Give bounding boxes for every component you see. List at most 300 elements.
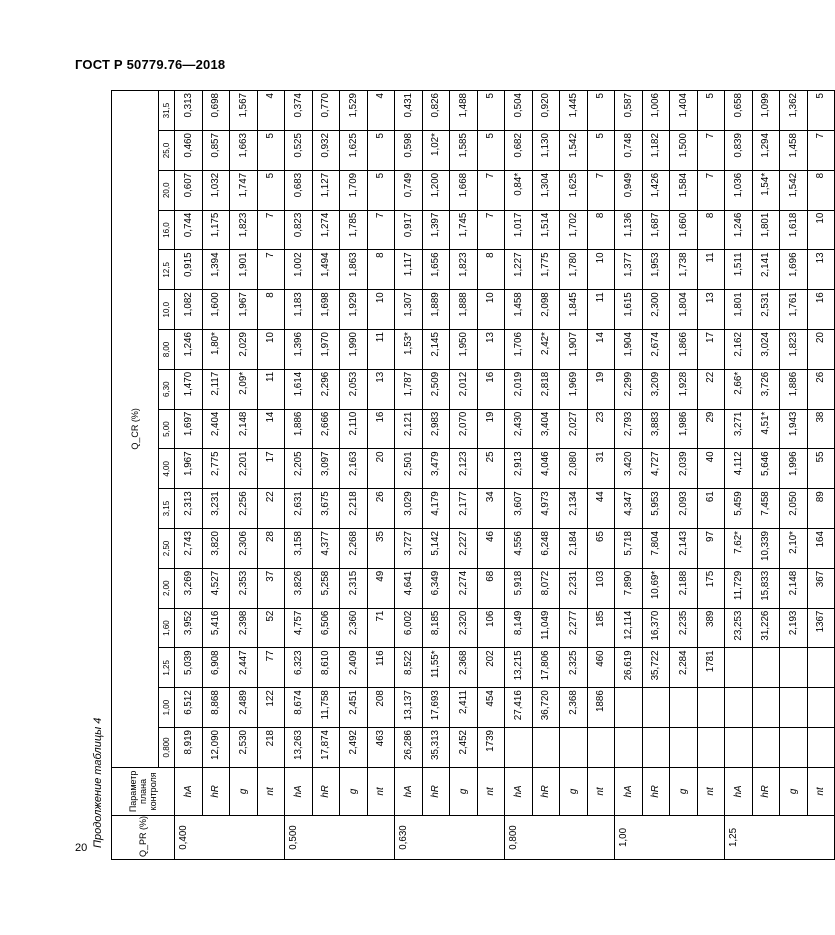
table-continuation-caption: Продолжение таблицы 4: [92, 717, 104, 848]
table-cell: 1,929: [340, 290, 368, 330]
table-cell: 46: [477, 529, 505, 569]
qcr-values-row: [159, 91, 175, 860]
table-cell: 2,134: [560, 489, 588, 529]
table-cell: 2,053: [340, 369, 368, 409]
table-cell: 1,625: [340, 131, 368, 171]
qcr-value-header: 0,800: [159, 728, 175, 768]
table-cell: 1,80*: [202, 330, 230, 370]
table-cell: 2,315: [340, 568, 368, 608]
table-cell: 1,494: [312, 250, 340, 290]
table-cell: 202: [477, 648, 505, 688]
table-cell: 1,54*: [752, 170, 780, 210]
table-cell: 55: [807, 449, 835, 489]
table-cell: 2,098: [532, 290, 560, 330]
table-cell: 1,182: [642, 131, 670, 171]
table-cell: 2,231: [560, 568, 588, 608]
table-cell: 1,656: [422, 250, 450, 290]
table-cell: 2,039: [670, 449, 698, 489]
table-cell: 20: [367, 449, 395, 489]
table-cell: 2,163: [340, 449, 368, 489]
table-cell: 4,112: [725, 449, 753, 489]
table-cell: 35: [367, 529, 395, 569]
table-cell: 1,660: [670, 210, 698, 250]
qcr-value-header: 3,15: [159, 489, 175, 529]
table-cell: 6,349: [422, 568, 450, 608]
table-cell: 5,258: [312, 568, 340, 608]
table-cell: 6,512: [175, 688, 203, 728]
table-cell: 2,227: [450, 529, 478, 569]
table-cell: 19: [477, 409, 505, 449]
table-cell: [615, 728, 643, 768]
table-cell: 1,511: [725, 250, 753, 290]
table-cell: 2,368: [560, 688, 588, 728]
table-cell: 1,002: [285, 250, 313, 290]
table-cell: 1,687: [642, 210, 670, 250]
table-cell: 4,046: [532, 449, 560, 489]
table-cell: 3,726: [752, 369, 780, 409]
table-cell: [780, 648, 808, 688]
table-cell: 10: [587, 250, 615, 290]
table-cell: [670, 688, 698, 728]
param-label: hA: [725, 767, 753, 815]
table-cell: 2,530: [230, 728, 258, 768]
table-cell: 7: [477, 210, 505, 250]
table-cell: 3,607: [505, 489, 533, 529]
table-cell: 7: [807, 131, 835, 171]
qcr-value-header: 1,00: [159, 688, 175, 728]
table-cell: 8,674: [285, 688, 313, 728]
table-cell: 1,542: [560, 131, 588, 171]
table-cell: [505, 728, 533, 768]
table-cell: 1,823: [780, 330, 808, 370]
table-cell: 367: [807, 568, 835, 608]
table-cell: 0,749: [395, 170, 423, 210]
table-row: [697, 91, 725, 860]
table-cell: 0,431: [395, 91, 423, 131]
param-label: hR: [202, 767, 230, 815]
table-cell: 2,123: [450, 449, 478, 489]
qcr-value-header: 25,0: [159, 131, 175, 171]
table-cell: 1,584: [670, 170, 698, 210]
table-cell: 2,66*: [725, 369, 753, 409]
param-label: nt: [697, 767, 725, 815]
qcr-header: Q_CR (%): [112, 91, 159, 768]
table-cell: 1,702: [560, 210, 588, 250]
table-cell: 1,032: [202, 170, 230, 210]
table-cell: 0,823: [285, 210, 313, 250]
table-cell: 13: [697, 290, 725, 330]
table-cell: 1,969: [560, 369, 588, 409]
table-cell: 7: [477, 170, 505, 210]
param-label: hA: [285, 767, 313, 815]
table-cell: 35,722: [642, 648, 670, 688]
table-cell: 1,928: [670, 369, 698, 409]
table-row: [670, 91, 698, 860]
table-cell: 14: [587, 330, 615, 370]
param-label: g: [670, 767, 698, 815]
table-cell: 1,585: [450, 131, 478, 171]
table-cell: 26: [807, 369, 835, 409]
table-cell: 2,300: [642, 290, 670, 330]
table-cell: 0,598: [395, 131, 423, 171]
table-cell: 0,658: [725, 91, 753, 131]
table-cell: 16,370: [642, 608, 670, 648]
table-cell: 3,675: [312, 489, 340, 529]
table-cell: 8: [697, 210, 725, 250]
table-cell: 1,866: [670, 330, 698, 370]
table-row: [725, 91, 753, 860]
table-cell: 31,226: [752, 608, 780, 648]
table-cell: 2,162: [725, 330, 753, 370]
table-cell: 3,883: [642, 409, 670, 449]
table-cell: 22: [257, 489, 285, 529]
table-cell: 11: [587, 290, 615, 330]
table-cell: 4,179: [422, 489, 450, 529]
table-cell: 11,729: [725, 568, 753, 608]
table-cell: 11,758: [312, 688, 340, 728]
table-cell: 5: [257, 170, 285, 210]
param-label: nt: [257, 767, 285, 815]
table-cell: 1,709: [340, 170, 368, 210]
table-cell: 17,693: [422, 688, 450, 728]
table-cell: 5: [367, 131, 395, 171]
table-cell: 2,027: [560, 409, 588, 449]
table-cell: 2,019: [505, 369, 533, 409]
table-cell: 4,51*: [752, 409, 780, 449]
table-cell: 25: [477, 449, 505, 489]
table-cell: 1,127: [312, 170, 340, 210]
table-cell: [807, 688, 835, 728]
table-cell: 116: [367, 648, 395, 688]
table-cell: 10,69*: [642, 568, 670, 608]
table-cell: 2,093: [670, 489, 698, 529]
table-cell: 1,953: [642, 250, 670, 290]
table-cell: 1,362: [780, 91, 808, 131]
qcr-value-header: 4,00: [159, 449, 175, 489]
table-cell: 5: [477, 91, 505, 131]
table-cell: 1,823: [230, 210, 258, 250]
table-cell: 44: [587, 489, 615, 529]
table-cell: 5,718: [615, 529, 643, 569]
table-cell: 4,527: [202, 568, 230, 608]
table-cell: 8,522: [395, 648, 423, 688]
table-cell: 26,619: [615, 648, 643, 688]
table-cell: 8: [257, 290, 285, 330]
table-cell: 1,996: [780, 449, 808, 489]
qpr-value: 0,500: [285, 816, 395, 860]
table-row: [615, 91, 643, 860]
param-label: g: [450, 767, 478, 815]
table-cell: 2,070: [450, 409, 478, 449]
table-cell: 3,158: [285, 529, 313, 569]
table-cell: 1,426: [642, 170, 670, 210]
table-cell: 2,110: [340, 409, 368, 449]
qcr-value-header: 16,0: [159, 210, 175, 250]
table-cell: 2,501: [395, 449, 423, 489]
table-cell: 0,839: [725, 131, 753, 171]
qcr-value-header: 10,0: [159, 290, 175, 330]
qcr-value-header: 31,5: [159, 91, 175, 131]
table-cell: 7,458: [752, 489, 780, 529]
table-cell: 10: [477, 290, 505, 330]
table-cell: 7,62*: [725, 529, 753, 569]
table-cell: 26: [367, 489, 395, 529]
table-cell: 71: [367, 608, 395, 648]
table-cell: 3,420: [615, 449, 643, 489]
table-cell: 2,368: [450, 648, 478, 688]
table-cell: [780, 688, 808, 728]
table-cell: 2,509: [422, 369, 450, 409]
table-cell: 0,460: [175, 131, 203, 171]
table-cell: 4,377: [312, 529, 340, 569]
table-cell: 1,967: [175, 449, 203, 489]
table-cell: 2,353: [230, 568, 258, 608]
table-cell: 3,209: [642, 369, 670, 409]
table-cell: 1,017: [505, 210, 533, 250]
table-cell: 3,727: [395, 529, 423, 569]
param-label: hR: [422, 767, 450, 815]
table-cell: [532, 728, 560, 768]
table-cell: 13: [477, 330, 505, 370]
table-cell: 2,42*: [532, 330, 560, 370]
table-cell: 28: [257, 529, 285, 569]
param-label: g: [340, 767, 368, 815]
table-cell: 3,269: [175, 568, 203, 608]
qpr-value: 0,630: [395, 816, 505, 860]
table-cell: 1,614: [285, 369, 313, 409]
table-cell: 1,745: [450, 210, 478, 250]
table-cell: 8,072: [532, 568, 560, 608]
qcr-value-header: 8,00: [159, 330, 175, 370]
table-cell: 1,738: [670, 250, 698, 290]
table-cell: [780, 728, 808, 768]
table-cell: 4,727: [642, 449, 670, 489]
table-cell: 7: [697, 131, 725, 171]
table-cell: 0,504: [505, 91, 533, 131]
table-cell: 1,785: [340, 210, 368, 250]
table-cell: 1,747: [230, 170, 258, 210]
table-cell: 1,615: [615, 290, 643, 330]
table-row: [587, 91, 615, 860]
table-cell: 17: [257, 449, 285, 489]
table-cell: 13: [367, 369, 395, 409]
table-cell: 1,967: [230, 290, 258, 330]
table-cell: 1,246: [725, 210, 753, 250]
table-cell: 13,263: [285, 728, 313, 768]
table-cell: 2,10*: [780, 529, 808, 569]
table-cell: 103: [587, 568, 615, 608]
table-cell: [807, 648, 835, 688]
table-cell: 8,185: [422, 608, 450, 648]
table-cell: 1781: [697, 648, 725, 688]
param-label: hA: [505, 767, 533, 815]
table-cell: 3,952: [175, 608, 203, 648]
table-cell: 2,029: [230, 330, 258, 370]
table-cell: 1,804: [670, 290, 698, 330]
table-cell: 0,826: [422, 91, 450, 131]
table-cell: 208: [367, 688, 395, 728]
table-cell: 1,886: [780, 369, 808, 409]
table-row: [450, 91, 478, 860]
table-cell: 11: [367, 330, 395, 370]
table-cell: 2,188: [670, 568, 698, 608]
param-label: hA: [615, 767, 643, 815]
table-cell: 1,567: [230, 91, 258, 131]
table-cell: 4,757: [285, 608, 313, 648]
table-cell: 5: [587, 91, 615, 131]
table-cell: 16: [477, 369, 505, 409]
table-cell: 0,525: [285, 131, 313, 171]
table-cell: 1,986: [670, 409, 698, 449]
table-cell: 1,801: [752, 210, 780, 250]
table-cell: 1,294: [752, 131, 780, 171]
table-row: [807, 91, 835, 860]
table-cell: 2,177: [450, 489, 478, 529]
table-cell: 11,049: [532, 608, 560, 648]
table-cell: 1,445: [560, 91, 588, 131]
document-header: ГОСТ Р 50779.76—2018: [75, 57, 226, 72]
table-cell: 2,818: [532, 369, 560, 409]
table-cell: 2,430: [505, 409, 533, 449]
table-cell: 175: [697, 568, 725, 608]
table-cell: 1,514: [532, 210, 560, 250]
table-cell: 23: [587, 409, 615, 449]
table-cell: [670, 728, 698, 768]
table-cell: 5,416: [202, 608, 230, 648]
table-cell: 2,913: [505, 449, 533, 489]
table-cell: 1,53*: [395, 330, 423, 370]
table-cell: 2,296: [312, 369, 340, 409]
qpr-value: 1,25: [725, 816, 835, 860]
table-cell: 0,313: [175, 91, 203, 131]
table-cell: [615, 688, 643, 728]
table-cell: 0,920: [532, 91, 560, 131]
table-cell: 1,394: [202, 250, 230, 290]
table-cell: 1,706: [505, 330, 533, 370]
param-label: g: [230, 767, 258, 815]
table-cell: 12,090: [202, 728, 230, 768]
table-cell: 8,919: [175, 728, 203, 768]
table-cell: 4: [367, 91, 395, 131]
table-cell: 2,631: [285, 489, 313, 529]
table-cell: 1,888: [450, 290, 478, 330]
table-cell: 3,404: [532, 409, 560, 449]
table-cell: 454: [477, 688, 505, 728]
table-cell: 17,874: [312, 728, 340, 768]
table-cell: 1,175: [202, 210, 230, 250]
table-row: [395, 91, 423, 860]
table-cell: 1,099: [752, 91, 780, 131]
table-cell: 11: [257, 369, 285, 409]
table-cell: 2,268: [340, 529, 368, 569]
table-cell: 16: [367, 409, 395, 449]
table-cell: 5: [257, 131, 285, 171]
table-cell: 1739: [477, 728, 505, 768]
table-cell: 1,006: [642, 91, 670, 131]
table-cell: 1,625: [560, 170, 588, 210]
table-cell: 40: [697, 449, 725, 489]
table-cell: 4: [257, 91, 285, 131]
table-cell: 27,416: [505, 688, 533, 728]
table-cell: 2,235: [670, 608, 698, 648]
table-cell: 2,205: [285, 449, 313, 489]
table-row: [560, 91, 588, 860]
table-cell: 5: [477, 131, 505, 171]
table-cell: 1,698: [312, 290, 340, 330]
table-cell: [752, 728, 780, 768]
table-cell: [642, 688, 670, 728]
table-cell: 0,682: [505, 131, 533, 171]
table-row: [477, 91, 505, 860]
table-cell: 2,775: [202, 449, 230, 489]
table-cell: 8,610: [312, 648, 340, 688]
table-cell: 10: [257, 330, 285, 370]
table-cell: 1,618: [780, 210, 808, 250]
table-cell: 5,039: [175, 648, 203, 688]
table-cell: 11,55*: [422, 648, 450, 688]
table-cell: 2,141: [752, 250, 780, 290]
table-cell: [697, 688, 725, 728]
table-cell: 1,404: [670, 91, 698, 131]
table-cell: 61: [697, 489, 725, 529]
table-cell: 17: [697, 330, 725, 370]
table-cell: 2,148: [230, 409, 258, 449]
param-label: nt: [367, 767, 395, 815]
table-cell: [807, 728, 835, 768]
table-cell: 6,908: [202, 648, 230, 688]
table-cell: 1,470: [175, 369, 203, 409]
table-body: [175, 91, 835, 860]
table-cell: [725, 728, 753, 768]
table-cell: 0,683: [285, 170, 313, 210]
qpr-value: 0,800: [505, 816, 615, 860]
table-cell: 13,137: [395, 688, 423, 728]
table-cell: 37: [257, 568, 285, 608]
table-cell: 6,323: [285, 648, 313, 688]
table-cell: 2,012: [450, 369, 478, 409]
table-cell: 4,347: [615, 489, 643, 529]
table-cell: 2,743: [175, 529, 203, 569]
param-label: hA: [395, 767, 423, 815]
param-label: hR: [532, 767, 560, 815]
table-cell: 2,666: [312, 409, 340, 449]
qpr-value: 0,400: [175, 816, 285, 860]
table-cell: 2,411: [450, 688, 478, 728]
table-cell: [752, 688, 780, 728]
table-cell: [725, 648, 753, 688]
table-cell: 2,09*: [230, 369, 258, 409]
table-cell: 2,143: [670, 529, 698, 569]
table-cell: [752, 648, 780, 688]
table-cell: 463: [367, 728, 395, 768]
table-cell: 5,646: [752, 449, 780, 489]
table-cell: 10: [807, 210, 835, 250]
table-cell: 2,145: [422, 330, 450, 370]
table-cell: 1,227: [505, 250, 533, 290]
table-cell: 1,970: [312, 330, 340, 370]
table-cell: 1,377: [615, 250, 643, 290]
table-cell: 2,201: [230, 449, 258, 489]
table-cell: 5: [697, 91, 725, 131]
table-cell: 1,697: [175, 409, 203, 449]
table-cell: 10,339: [752, 529, 780, 569]
table-cell: 3,271: [725, 409, 753, 449]
table-cell: 122: [257, 688, 285, 728]
table-cell: 2,193: [780, 608, 808, 648]
table-row: [642, 91, 670, 860]
table-cell: 5: [807, 91, 835, 131]
table-cell: 0,770: [312, 91, 340, 131]
